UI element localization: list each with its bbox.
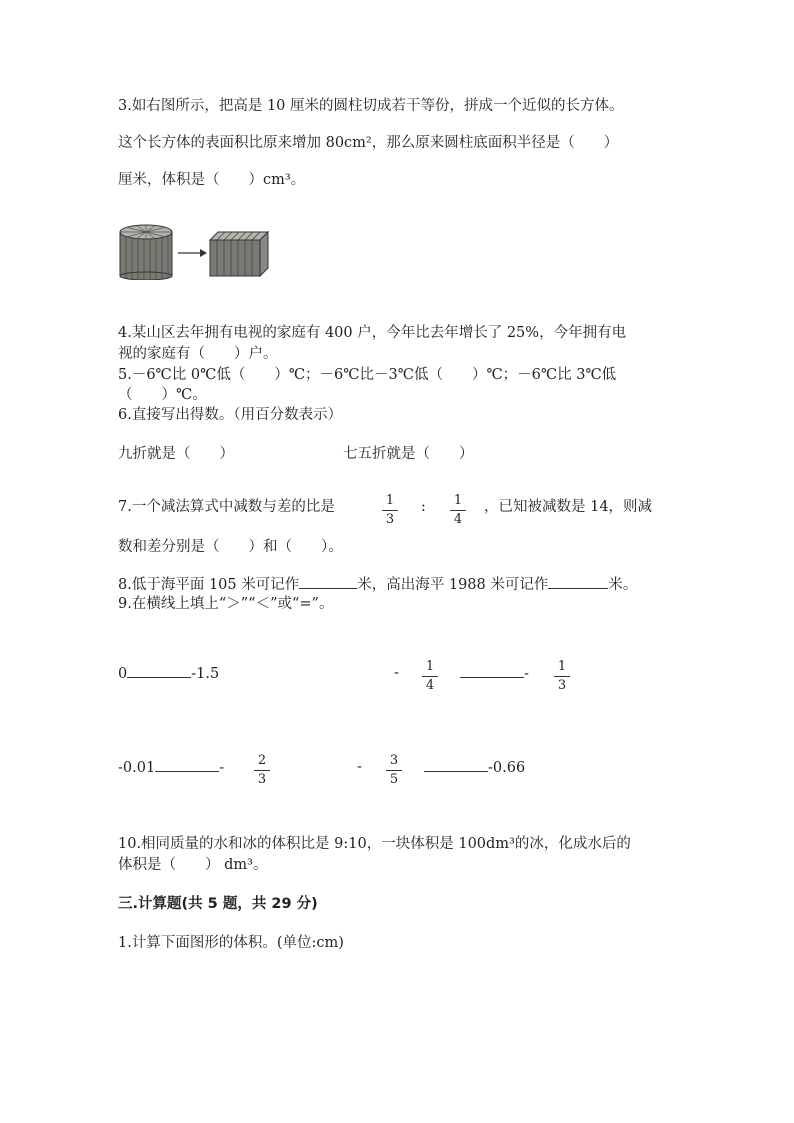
q6-answer-a: 九折就是（ ） [118, 446, 234, 462]
q9-row2-left [118, 757, 224, 778]
q7-text-pre: 7.一个减法算式中减数与差的比是 [118, 499, 335, 515]
q9-r2a-sign: - [219, 760, 225, 776]
q8-blank-2[interactable] [548, 574, 608, 589]
q9-r2b-blank-group [424, 757, 525, 778]
q9-r2a-blank[interactable] [155, 757, 219, 772]
q10-line2: 体积是（ ） dm³。 [118, 857, 268, 873]
q9-r1a-blank[interactable] [127, 663, 191, 678]
fraction-numerator: 1 [385, 493, 395, 508]
q3-line2: 这个长方体的表面积比原来增加 80cm²，那么原来圆柱底面积半径是（ ） [118, 135, 619, 151]
q9-r1b-fraction-2 [554, 660, 570, 693]
fraction-denominator: 5 [389, 772, 399, 787]
fraction-denominator: 4 [453, 512, 463, 527]
q9-r1b-sign2: - [524, 666, 529, 682]
q8-text-pre: 8.低于海平面 105 米可记作 [118, 577, 300, 593]
q4-line2: 视的家庭有（ ）户。 [118, 346, 278, 362]
q8-text-post: 米。 [608, 577, 638, 593]
q9-r1b-sign1: - [394, 665, 399, 681]
q9-r2a-fraction [254, 754, 270, 787]
fraction-numerator: 1 [557, 659, 567, 674]
fraction-denominator: 3 [257, 772, 267, 787]
q9-r2b-blank[interactable] [424, 757, 488, 772]
q9-r1b-blank-group [460, 663, 529, 684]
q5-line2: （ ）℃。 [118, 387, 207, 403]
q8-text-mid: 米，高出海平 1988 米可记作 [357, 577, 549, 593]
q7-colon: : [421, 499, 426, 515]
q9-r2b-fraction [386, 754, 402, 787]
fraction-denominator: 3 [557, 678, 567, 693]
q3-line1: 3.如右图所示，把高是 10 厘米的圆柱切成若干等份，拼成一个近似的长方体。 [118, 98, 624, 114]
section3-title: 三.计算题(共 5 题，共 29 分) [118, 896, 318, 912]
fraction-numerator: 3 [389, 753, 399, 768]
fraction-denominator: 3 [385, 512, 395, 527]
q3-line3: 厘米，体积是（ ）cm³。 [118, 172, 306, 188]
fraction-denominator: 4 [425, 678, 435, 693]
q9-r1a-left-value: 0 [118, 666, 128, 682]
fraction-numerator: 1 [425, 659, 435, 674]
q7-text-post: ，已知被减数是 14，则减 [484, 499, 653, 515]
q9-r1b-blank[interactable] [460, 663, 524, 678]
q8-blank-1[interactable] [299, 574, 357, 589]
q5-line1: 5.－6℃比 0℃低（ ）℃；－6℃比－3℃低（ ）℃；－6℃比 3℃低 [118, 367, 617, 383]
q9-r1a-right-value: -1.5 [191, 666, 220, 682]
fraction-numerator: 2 [257, 753, 267, 768]
q6-line1: 6.直接写出得数。（用百分数表示） [118, 407, 343, 423]
section3-q1: 1.计算下面图形的体积。(单位:cm) [118, 935, 344, 951]
q4-line1: 4.某山区去年拥有电视的家庭有 400 户，今年比去年增长了 25%，今年拥有电 [118, 325, 627, 341]
q9-row1-left [118, 663, 219, 684]
q9-r2b-right-value: -0.66 [488, 760, 526, 776]
q9-r1b-fraction-1 [422, 660, 438, 693]
cylinder-to-cuboid-figure [118, 222, 270, 280]
q9-line1: 9.在横线上填上“＞”“＜”或“=”。 [118, 596, 334, 612]
q9-r2b-sign: - [357, 759, 362, 775]
q7-fraction-1 [382, 494, 398, 527]
q6-answer-b: 七五折就是（ ） [343, 446, 474, 462]
q7-fraction-2 [450, 494, 466, 527]
q9-r2a-left-value: -0.01 [118, 760, 156, 776]
q7-line2: 数和差分别是（ ）和（ ）。 [118, 539, 343, 555]
q8-line [118, 574, 637, 595]
fraction-numerator: 1 [453, 493, 463, 508]
q10-line1: 10.相同质量的水和冰的体积比是 9:10，一块体积是 100dm³的冰，化成水后的 [118, 836, 631, 852]
